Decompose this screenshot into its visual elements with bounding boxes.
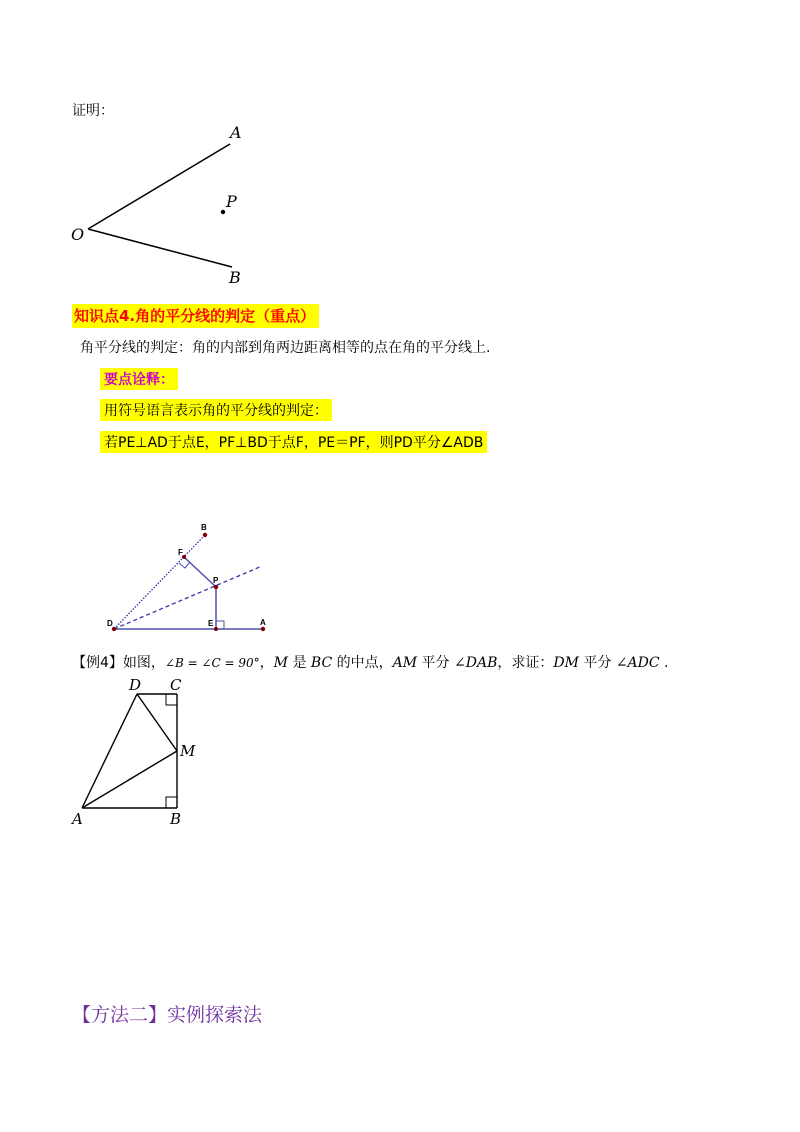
symbolic-statement: 若PE⊥AD于点E，PF⊥BD于点F，PE＝PF，则PD平分∠ADB [100, 431, 487, 453]
right-angle-c [166, 694, 177, 705]
point-b [203, 533, 207, 537]
point-a [261, 627, 265, 631]
label-d3: D [129, 676, 142, 694]
definition-text: 角平分线的判定：角的内部到角两边距离相等的点在角的平分线上. [80, 340, 491, 356]
example4-m: M [273, 655, 289, 671]
figure-example4 [70, 676, 196, 828]
label-o: O [71, 225, 85, 244]
label-b2: B [201, 523, 207, 532]
label-a3: A [72, 810, 83, 828]
ray-db [114, 535, 205, 629]
label-d2: D [107, 619, 113, 628]
point-p2 [214, 585, 218, 589]
proof-label: 证明： [72, 103, 114, 119]
example4-bisects2: 平分 [578, 655, 616, 671]
example4-angle-dab: ∠DAB [454, 655, 498, 671]
example4-is: 是 [288, 655, 311, 671]
point-e [214, 627, 218, 631]
example4-midpoint: 的中点， [332, 655, 393, 671]
key-points-label: 要点诠释： [100, 368, 178, 390]
example4-angles: ∠B = ∠C = 90° [164, 656, 260, 670]
example4-statement [72, 652, 669, 672]
symbolic-intro: 用符号语言表示角的平分线的判定： [100, 399, 332, 421]
ray-ob [88, 229, 232, 267]
example4-end: . [659, 655, 669, 671]
segment-pf [184, 557, 216, 587]
method2-heading: 【方法二】实例探索法 [72, 1004, 263, 1026]
example4-angle-adc: ∠ADC [615, 655, 660, 671]
section4-heading: 知识点4.角的平分线的判定（重点） [72, 304, 319, 328]
example4-prove: ，求证： [497, 655, 554, 671]
example4-sep: ， [259, 655, 274, 671]
label-f2: F [178, 548, 183, 557]
point-p [221, 210, 225, 214]
right-angle-f [179, 562, 190, 568]
label-e2: E [208, 619, 214, 628]
example4-bc: BC [310, 655, 333, 671]
label-a2: A [260, 618, 266, 627]
example4-prefix: 【例4】如图， [72, 655, 165, 671]
label-b3: B [170, 810, 182, 828]
label-m3: M [180, 742, 196, 760]
label-p2: P [213, 576, 219, 585]
bisector-dp [114, 566, 262, 629]
ray-oa [88, 144, 230, 229]
label-a: A [230, 123, 242, 142]
segment-dm [137, 694, 177, 751]
figure-bisector-judgment [107, 523, 266, 631]
label-c3: C [170, 676, 182, 694]
example4-am: AM [392, 655, 418, 671]
example4-bisects: 平分 [417, 655, 454, 671]
right-angle-b [166, 797, 177, 808]
label-b: B [229, 268, 241, 287]
label-p: P [226, 192, 237, 211]
example4-dm: DM [553, 655, 579, 671]
